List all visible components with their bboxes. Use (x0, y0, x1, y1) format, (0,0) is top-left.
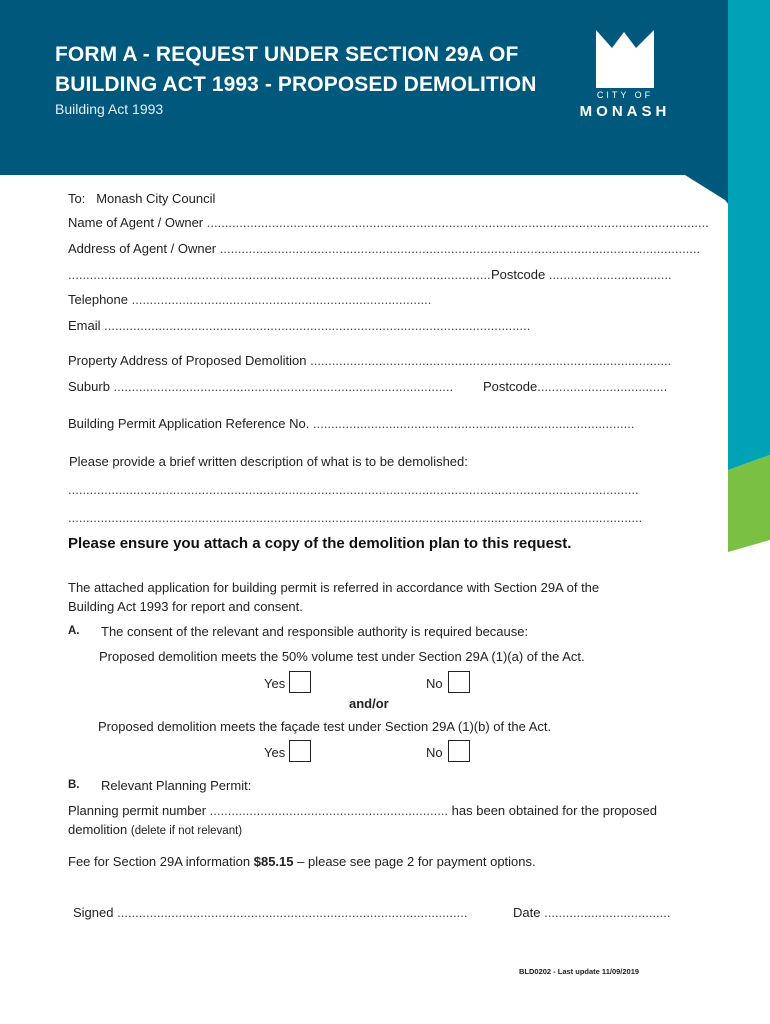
telephone-field[interactable] (68, 292, 431, 307)
volume-yes-label: Yes (264, 676, 286, 691)
signed-label: Signed (73, 905, 114, 920)
demolition-word: demolition (68, 822, 128, 837)
facade-yes-checkbox[interactable] (289, 740, 311, 762)
green-band (728, 455, 770, 552)
date-dots: ................................... (544, 905, 671, 920)
title-line-2: BUILDING ACT 1993 - PROPOSED DEMOLITION (55, 73, 537, 96)
telephone-label: Telephone (68, 292, 128, 307)
title-line-1: FORM A - REQUEST UNDER SECTION 29A OF (55, 43, 519, 66)
monash-m-icon (594, 30, 656, 88)
description-label: Please provide a brief written description of what is to be demolished: (69, 454, 468, 469)
facade-no-checkbox[interactable] (448, 740, 470, 762)
suburb-dots: .............................................................................................. (113, 379, 454, 394)
date-field[interactable] (513, 905, 671, 920)
fee-suffix: – please see page 2 for payment options. (297, 854, 536, 869)
agent-name-field[interactable] (68, 215, 709, 230)
fee-amount: $85.15 (253, 854, 294, 869)
referral-text-2: Building Act 1993 for report and consent. (68, 599, 303, 614)
volume-no-checkbox[interactable] (448, 671, 470, 693)
permit-reference-dots: ......................................................................................... (312, 416, 635, 431)
demolition-line (68, 822, 242, 837)
agent-postcode-field[interactable] (491, 267, 672, 282)
section-b-text: Relevant Planning Permit: (101, 778, 252, 793)
agent-postcode-dots: .................................. (548, 267, 672, 282)
suburb-field[interactable] (68, 379, 453, 394)
property-postcode-field[interactable] (483, 379, 667, 394)
planning-permit-suffix: has been obtained for the proposed (451, 803, 657, 818)
permit-reference-label: Building Permit Application Reference No. (68, 416, 310, 431)
teal-band (728, 0, 770, 470)
section-b-letter: B. (68, 779, 80, 791)
and-or-text: and/or (349, 696, 389, 711)
agent-address-dots: ..................................................................................................................................... (219, 241, 701, 256)
planning-permit-label: Planning permit number (68, 803, 207, 818)
city-of-monash-logo (572, 30, 678, 125)
attach-plan-notice: Please ensure you attach a copy of the demolition plan to this request. (68, 535, 572, 552)
suburb-label: Suburb (68, 379, 110, 394)
planning-permit-dots: .................................................................. (209, 803, 449, 818)
volume-no-label: No (426, 676, 443, 691)
section-a-text: The consent of the relevant and responsible authority is required because: (101, 624, 529, 639)
agent-name-label: Name of Agent / Owner (68, 215, 204, 230)
property-address-field[interactable] (68, 353, 671, 368)
email-label: Email (68, 318, 101, 333)
agent-name-dots: ........................................................................................................................................... (206, 215, 709, 230)
email-dots: ...................................................................................................................... (104, 318, 531, 333)
facade-test-text: Proposed demolition meets the façade test under Section 29A (1)(b) of the Act. (98, 719, 552, 734)
planning-permit-field[interactable] (68, 803, 657, 818)
agent-postcode-label: Postcode (491, 267, 546, 282)
telephone-dots: ................................................................................... (131, 292, 432, 307)
agent-address-label: Address of Agent / Owner (68, 241, 217, 256)
address-line-2-field[interactable] (68, 267, 491, 282)
logo-city-text: CITY OF (596, 90, 654, 100)
referral-text-1: The attached application for building permit is referred in accordance with Section 29A of the (68, 580, 600, 595)
property-address-label: Property Address of Proposed Demolition (68, 353, 307, 368)
form-code-footer: BLD0202 - Last update 11/09/2019 (519, 967, 640, 976)
signature-field[interactable] (73, 905, 467, 920)
property-address-dots: .................................................................................................... (310, 353, 672, 368)
facade-no-label: No (426, 745, 443, 760)
delete-note: (delete if not relevant) (130, 825, 243, 837)
description-line-1[interactable]: .............................................................................................................................................................. (68, 482, 639, 497)
email-field[interactable] (68, 318, 530, 333)
form-subtitle: Building Act 1993 (55, 101, 164, 117)
volume-yes-checkbox[interactable] (289, 671, 311, 693)
fee-line (68, 854, 536, 869)
description-line-2[interactable]: ............................................................................................................................................................... (68, 510, 643, 525)
agent-address-field[interactable] (68, 241, 700, 256)
facade-yes-label: Yes (264, 745, 286, 760)
section-a-letter: A. (68, 625, 80, 637)
to-label: To: (68, 191, 86, 206)
to-value: Monash City Council (96, 191, 216, 206)
to-line (68, 191, 215, 206)
logo-name-text: MONASH (579, 103, 671, 120)
property-postcode-dots: .................................... (537, 379, 668, 394)
signed-dots: ................................................................................................. (117, 905, 468, 920)
permit-reference-field[interactable] (68, 416, 634, 431)
form-title (55, 40, 537, 100)
fee-prefix: Fee for Section 29A information (68, 854, 251, 869)
address-line-2-dots: ..................................................................................................................... (68, 267, 491, 282)
date-label: Date (513, 905, 541, 920)
volume-test-text: Proposed demolition meets the 50% volume test under Section 29A (1)(a) of the Act. (99, 649, 585, 664)
property-postcode-label: Postcode (483, 379, 538, 394)
